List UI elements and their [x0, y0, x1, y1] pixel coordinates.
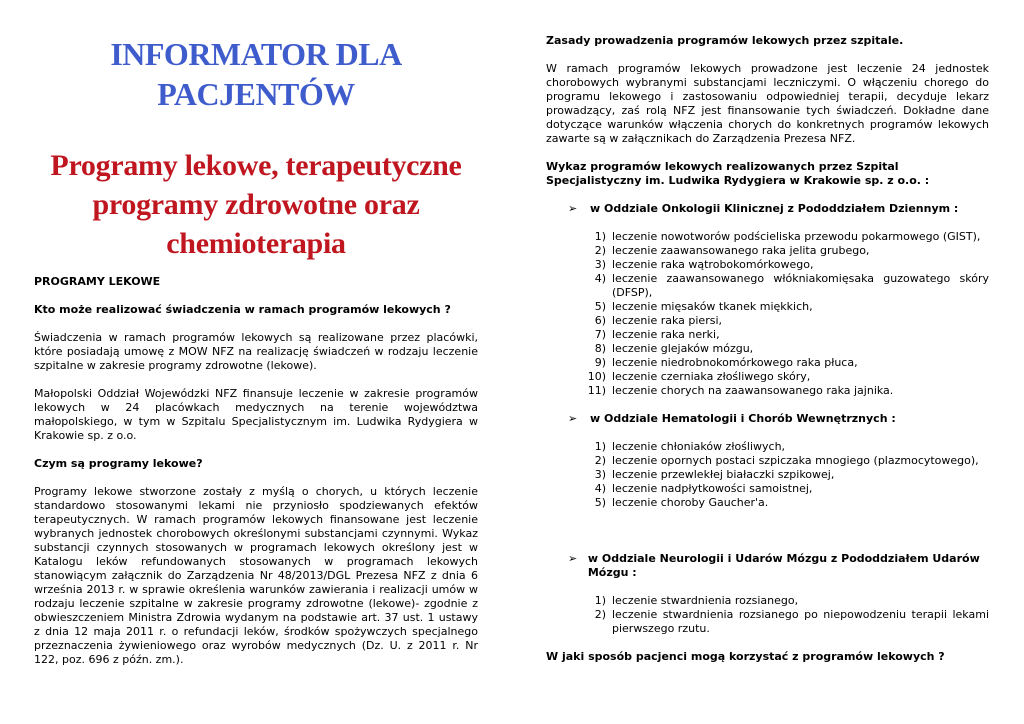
list-item-text: leczenie przewlekłej białaczki szpikowej,	[612, 468, 835, 481]
list-item-text: leczenie niedrobnokomórkowego raka płuca,	[612, 356, 858, 369]
list-item-text: leczenie raka wątrobokomórkowego,	[612, 258, 814, 271]
list-item	[546, 328, 989, 342]
list-item	[546, 342, 989, 356]
main-title: INFORMATOR DLA PACJENTÓW	[110, 36, 402, 112]
section-heading: PROGRAMY LEKOWE	[34, 275, 161, 288]
list-item-number: 3)	[594, 258, 606, 271]
list-item	[546, 300, 989, 314]
list-item-text: leczenie glejaków mózgu,	[612, 342, 754, 355]
question-heading-1: Kto może realizować świadczenia w ramach programów lekowych ?	[34, 303, 451, 316]
list-item-text: leczenie nowotworów podścieliska przewodu pokarmowego (GIST),	[612, 230, 981, 243]
list-item	[546, 440, 989, 454]
list-item	[546, 608, 989, 636]
list-item-number: 4)	[594, 482, 606, 495]
list-item-number: 3)	[594, 468, 606, 481]
question-heading-3: W jaki sposób pacjenci mogą korzystać z programów lekowych ?	[546, 650, 945, 663]
list-item-number: 1)	[594, 440, 606, 453]
left-column	[34, 34, 478, 667]
list-item-number: 1)	[594, 230, 606, 243]
subtitle: Programy lekowe, terapeutyczne programy zdrowotne oraz chemioterapia	[50, 149, 462, 260]
list-item-number: 9)	[594, 356, 606, 369]
department-neurology	[568, 552, 989, 580]
list-item-number: 7)	[594, 328, 606, 341]
list-item-number: 2)	[594, 454, 606, 467]
list-item-text: leczenie mięsaków tkanek miękkich,	[612, 300, 813, 313]
paragraph-3: Programy lekowe stworzone zostały z myślą o chorych, u których leczenie standardowo stosowanymi lekami nie przyniosło spodziewanych efektów terapeutycznych. W ramach programów lekowych finansowane jest leczenie wybranych jednostek chorobowych określonymi substancjami czynnymi. Wykaz substancji czynnych stosowanych w programach lekowych określony jest w Katalogu leków refundowanych stosowanych w programach lekowych stanowiącym załącznik do Zarządzenia Nr 48/2013/DGL Prezesa NFZ z dnia 6 września 2013 r. w sprawie określenia warunków zawierania i realizacji umów w rodzaju leczenie szpitalne w zakresie programy zdrowotne (lekowe)- zgodnie z obwieszczeniem Ministra Zdrowia wydanym na podstawie art. 37 ust. 1 ustawy z dnia 12 maja 2011 r. o refundacji leków, środków spożywczych specjalnego przeznaczenia żywieniowego oraz wyrobów medycznych (Dz. U. z 2011 r. Nr 122, poz. 696 z późn. zm.).	[34, 485, 478, 666]
list-item-text: leczenie zaawansowanego włókniakomięsaka guzowatego skóry (DFSP),	[612, 272, 989, 299]
oncology-program-list	[546, 230, 989, 398]
list-item-number: 2)	[594, 244, 606, 257]
neurology-program-list	[546, 594, 989, 636]
list-item	[546, 356, 989, 370]
list-item-number: 1)	[594, 594, 606, 607]
list-item-number: 2)	[594, 608, 606, 621]
list-item-text: leczenie chłoniaków złośliwych,	[612, 440, 786, 453]
list-item	[546, 272, 989, 300]
list-item-text: leczenie czerniaka złośliwego skóry,	[612, 370, 811, 383]
list-item-text: leczenie chorych na zaawansowanego raka jajnika.	[612, 384, 894, 397]
list-item	[546, 370, 989, 384]
arrow-bullet-icon: ➢	[568, 552, 578, 565]
list-item-text: leczenie raka nerki,	[612, 328, 720, 341]
list-item	[546, 468, 989, 482]
list-item	[546, 482, 989, 496]
list-item	[546, 594, 989, 608]
list-item	[546, 314, 989, 328]
list-item-text: leczenie choroby Gaucher'a.	[612, 496, 769, 509]
list-item-text: leczenie stwardnienia rozsianego,	[612, 594, 799, 607]
right-column	[546, 34, 989, 664]
list-item-text: leczenie stwardnienia rozsianego po niepowodzeniu terapii lekami pierwszego rzutu.	[612, 608, 989, 635]
list-item	[546, 384, 989, 398]
hematology-program-list	[546, 440, 989, 510]
paragraph-2: Małopolski Oddział Wojewódzki NFZ finansuje leczenie w zakresie programów lekowych w 24 placówkach medycznych na terenie województwa małopolskiego, w tym w Szpitalu Specjalistycznym im. Ludwika Rydygiera w Krakowie sp. z o.o.	[34, 387, 478, 442]
arrow-bullet-icon: ➢	[568, 202, 578, 215]
department-title: w Oddziale Neurologii i Udarów Mózgu z Pododdziałem Udarów Mózgu :	[587, 552, 980, 579]
list-item-number: 8)	[594, 342, 606, 355]
arrow-bullet-icon: ➢	[568, 412, 578, 425]
list-item-text: leczenie nadpłytkowości samoistnej,	[612, 482, 813, 495]
rules-heading: Zasady prowadzenia programów lekowych przez szpitale.	[546, 34, 904, 47]
list-item	[546, 496, 989, 510]
list-item-number: 11)	[587, 384, 606, 397]
list-item	[546, 230, 989, 244]
department-hematology	[568, 412, 989, 426]
list-item	[546, 258, 989, 272]
department-oncology	[568, 202, 989, 216]
list-item-text: leczenie raka piersi,	[612, 314, 722, 327]
list-item-text: leczenie opornych postaci szpiczaka mnogiego (plazmocytowego),	[612, 454, 979, 467]
programs-list-heading: Wykaz programów lekowych realizowanych przez Szpital Specjalistyczny im. Ludwika Rydygiera w Krakowie sp. z o.o. :	[546, 160, 930, 187]
department-title: w Oddziale Onkologii Klinicznej z Pododdziałem Dziennym :	[590, 202, 959, 215]
question-heading-2: Czym są programy lekowe?	[34, 457, 203, 470]
list-item-number: 10)	[587, 370, 606, 383]
rules-paragraph: W ramach programów lekowych prowadzone jest leczenie 24 jednostek chorobowych wybranymi substancjami leczniczymi. O włączeniu chorego do programu lekowego i zastosowaniu odpowiedniej terapii, decyduje lekarz prowadzący, zaś rolą NFZ jest finansowanie tych świadczeń. Dokładne dane dotyczące warunków włączenia chorych do konkretnych programów lekowych zawarte są w załącznikach do Zarządzenia Prezesa NFZ.	[546, 62, 989, 145]
list-item-number: 5)	[594, 496, 606, 509]
list-item	[546, 454, 989, 468]
list-item-text: leczenie zaawansowanego raka jelita grubego,	[612, 244, 870, 257]
list-item-number: 4)	[594, 272, 606, 285]
paragraph-1: Świadczenia w ramach programów lekowych są realizowane przez placówki, które posiadają umowę z MOW NFZ na realizację świadczeń w rodzaju leczenie szpitalne w zakresie programy zdrowotne (lekowe).	[34, 331, 478, 372]
department-title: w Oddziale Hematologii i Chorób Wewnętrznych :	[590, 412, 896, 425]
list-item-number: 6)	[594, 314, 606, 327]
list-item-number: 5)	[594, 300, 606, 313]
list-item	[546, 244, 989, 258]
